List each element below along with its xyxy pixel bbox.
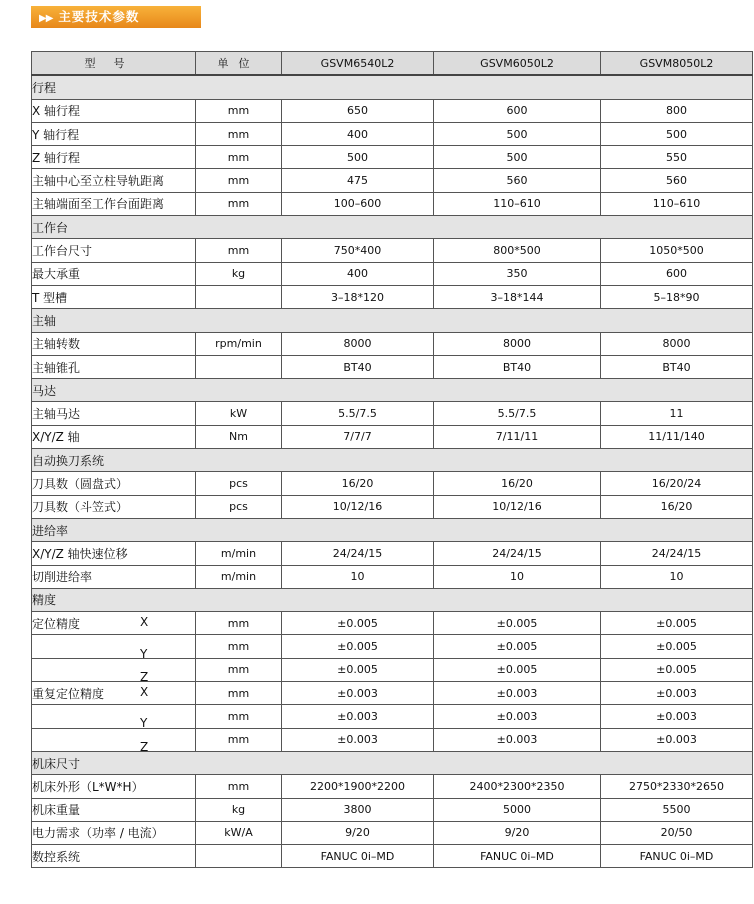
row-label-cell bbox=[32, 775, 196, 798]
unit-cell: mm bbox=[196, 658, 282, 681]
row-label-cell bbox=[32, 239, 196, 262]
unit-cell: Nm bbox=[196, 425, 282, 448]
row-label: 主轴马达 bbox=[32, 407, 81, 422]
table-row bbox=[32, 658, 753, 681]
unit-cell: mm bbox=[196, 122, 282, 145]
row-label-cell bbox=[32, 262, 196, 285]
section-banner bbox=[31, 6, 201, 28]
banner-title: 主要技术参数 bbox=[58, 9, 140, 24]
table-row bbox=[32, 495, 753, 518]
table-row bbox=[32, 775, 753, 798]
value-cell: 16/20 bbox=[282, 472, 434, 495]
row-label-cell bbox=[32, 495, 196, 518]
value-cell: 16/20 bbox=[601, 495, 753, 518]
value-cell: 475 bbox=[282, 169, 434, 192]
value-cell: 2400*2300*2350 bbox=[434, 775, 601, 798]
row-label-cell bbox=[32, 798, 196, 821]
value-cell: ±0.005 bbox=[434, 635, 601, 658]
unit-cell bbox=[196, 845, 282, 868]
value-cell: ±0.003 bbox=[282, 682, 434, 705]
row-label-cell bbox=[32, 285, 196, 308]
row-label-cell bbox=[32, 122, 196, 145]
table-row bbox=[32, 425, 753, 448]
row-label: 切削进给率 bbox=[32, 570, 93, 585]
value-cell: 20/50 bbox=[601, 821, 753, 844]
value-cell: 10 bbox=[282, 565, 434, 588]
table-header-row bbox=[32, 52, 753, 76]
header-model-1: GSVM6540L2 bbox=[282, 52, 434, 76]
section-label: 工作台 bbox=[32, 216, 753, 239]
table-row bbox=[32, 262, 753, 285]
value-cell: 500 bbox=[282, 146, 434, 169]
value-cell: ±0.005 bbox=[601, 635, 753, 658]
value-cell: 10/12/16 bbox=[434, 495, 601, 518]
table-row bbox=[32, 565, 753, 588]
table-row bbox=[32, 635, 753, 658]
section-row bbox=[32, 751, 753, 774]
value-cell: 500 bbox=[434, 146, 601, 169]
value-cell: BT40 bbox=[282, 355, 434, 378]
row-label-cell bbox=[32, 635, 196, 658]
row-label: T 型槽 bbox=[32, 290, 68, 305]
value-cell: 800 bbox=[601, 99, 753, 122]
value-cell: 11/11/140 bbox=[601, 425, 753, 448]
row-label-cell bbox=[32, 169, 196, 192]
value-cell: 24/24/15 bbox=[434, 542, 601, 565]
value-cell: 750*400 bbox=[282, 239, 434, 262]
section-label: 自动换刀系统 bbox=[32, 449, 753, 472]
section-row bbox=[32, 449, 753, 472]
value-cell: ±0.003 bbox=[434, 682, 601, 705]
value-cell: ±0.005 bbox=[601, 658, 753, 681]
row-label-cell bbox=[32, 682, 196, 705]
axis-label: Z bbox=[140, 739, 149, 752]
row-label: X/Y/Z 轴 bbox=[32, 430, 80, 445]
value-cell: 5500 bbox=[601, 798, 753, 821]
header-unit: 单位 bbox=[196, 52, 282, 76]
unit-cell: mm bbox=[196, 612, 282, 635]
row-label: 刀具数（斗笠式） bbox=[32, 500, 129, 515]
value-cell: 800*500 bbox=[434, 239, 601, 262]
table-row bbox=[32, 402, 753, 425]
value-cell: 5–18*90 bbox=[601, 285, 753, 308]
value-cell: 650 bbox=[282, 99, 434, 122]
value-cell: 16/20 bbox=[434, 472, 601, 495]
section-row bbox=[32, 518, 753, 541]
section-label: 行程 bbox=[32, 75, 753, 99]
section-label: 精度 bbox=[32, 588, 753, 611]
unit-cell: mm bbox=[196, 169, 282, 192]
value-cell: 2200*1900*2200 bbox=[282, 775, 434, 798]
table-row bbox=[32, 798, 753, 821]
value-cell: ±0.003 bbox=[601, 728, 753, 751]
table-row bbox=[32, 542, 753, 565]
value-cell: 400 bbox=[282, 122, 434, 145]
row-label: X/Y/Z 轴快速位移 bbox=[32, 546, 128, 561]
axis-label: Y bbox=[140, 646, 148, 659]
value-cell: 500 bbox=[434, 122, 601, 145]
value-cell: 3800 bbox=[282, 798, 434, 821]
value-cell: ±0.005 bbox=[434, 612, 601, 635]
value-cell: ±0.005 bbox=[601, 612, 753, 635]
table-row bbox=[32, 821, 753, 844]
value-cell: 110–610 bbox=[434, 192, 601, 215]
axis-label: Z bbox=[140, 669, 149, 682]
row-label: 机床重量 bbox=[32, 803, 81, 818]
value-cell: 350 bbox=[434, 262, 601, 285]
value-cell: 560 bbox=[434, 169, 601, 192]
value-cell: 10 bbox=[601, 565, 753, 588]
value-cell: 600 bbox=[601, 262, 753, 285]
row-label-cell bbox=[32, 425, 196, 448]
header-model-3: GSVM8050L2 bbox=[601, 52, 753, 76]
unit-cell: m/min bbox=[196, 565, 282, 588]
row-label: 主轴中心至立柱导轨距离 bbox=[32, 174, 165, 189]
value-cell: 5.5/7.5 bbox=[434, 402, 601, 425]
value-cell: 1050*500 bbox=[601, 239, 753, 262]
section-label: 主轴 bbox=[32, 309, 753, 332]
table-row bbox=[32, 146, 753, 169]
row-label: Z 轴行程 bbox=[32, 150, 81, 165]
row-label-cell bbox=[32, 658, 196, 681]
value-cell: ±0.003 bbox=[601, 682, 753, 705]
axis-label: X bbox=[140, 684, 149, 699]
row-label-cell bbox=[32, 821, 196, 844]
section-row bbox=[32, 75, 753, 99]
row-label: 主轴锥孔 bbox=[32, 360, 81, 375]
row-label: 最大承重 bbox=[32, 267, 81, 282]
value-cell: BT40 bbox=[434, 355, 601, 378]
value-cell: BT40 bbox=[601, 355, 753, 378]
value-cell: 7/7/7 bbox=[282, 425, 434, 448]
value-cell: 550 bbox=[601, 146, 753, 169]
row-label-cell bbox=[32, 565, 196, 588]
table-row bbox=[32, 728, 753, 751]
value-cell: 3–18*144 bbox=[434, 285, 601, 308]
unit-cell: mm bbox=[196, 728, 282, 751]
unit-cell: mm bbox=[196, 146, 282, 169]
unit-cell: kW bbox=[196, 402, 282, 425]
value-cell: FANUC 0i–MD bbox=[601, 845, 753, 868]
unit-cell: kg bbox=[196, 262, 282, 285]
row-label: 定位精度 bbox=[32, 616, 81, 631]
section-row bbox=[32, 588, 753, 611]
value-cell: 8000 bbox=[282, 332, 434, 355]
value-cell: 24/24/15 bbox=[601, 542, 753, 565]
value-cell: 3–18*120 bbox=[282, 285, 434, 308]
unit-cell: mm bbox=[196, 705, 282, 728]
row-label-cell bbox=[32, 845, 196, 868]
row-label: X 轴行程 bbox=[32, 104, 81, 119]
value-cell: ±0.003 bbox=[282, 705, 434, 728]
spec-table bbox=[31, 51, 753, 868]
table-row bbox=[32, 169, 753, 192]
row-label: 刀具数（圆盘式） bbox=[32, 476, 129, 491]
unit-cell: m/min bbox=[196, 542, 282, 565]
unit-cell: mm bbox=[196, 682, 282, 705]
row-label-cell bbox=[32, 192, 196, 215]
value-cell: ±0.005 bbox=[282, 658, 434, 681]
unit-cell: pcs bbox=[196, 472, 282, 495]
value-cell: ±0.003 bbox=[282, 728, 434, 751]
unit-cell bbox=[196, 285, 282, 308]
unit-cell: rpm/min bbox=[196, 332, 282, 355]
value-cell: 9/20 bbox=[434, 821, 601, 844]
row-label-cell bbox=[32, 402, 196, 425]
row-label-cell bbox=[32, 705, 196, 728]
value-cell: ±0.005 bbox=[282, 635, 434, 658]
table-row bbox=[32, 705, 753, 728]
unit-cell: mm bbox=[196, 775, 282, 798]
section-label: 马达 bbox=[32, 379, 753, 402]
row-label-cell bbox=[32, 355, 196, 378]
section-row bbox=[32, 309, 753, 332]
value-cell: 2750*2330*2650 bbox=[601, 775, 753, 798]
table-row bbox=[32, 682, 753, 705]
row-label-cell bbox=[32, 542, 196, 565]
unit-cell: kg bbox=[196, 798, 282, 821]
row-label: Y 轴行程 bbox=[32, 127, 80, 142]
table-row bbox=[32, 355, 753, 378]
unit-cell: pcs bbox=[196, 495, 282, 518]
value-cell: 10 bbox=[434, 565, 601, 588]
value-cell: 10/12/16 bbox=[282, 495, 434, 518]
value-cell: 600 bbox=[434, 99, 601, 122]
row-label: 工作台尺寸 bbox=[32, 244, 93, 259]
value-cell: FANUC 0i–MD bbox=[282, 845, 434, 868]
unit-cell: mm bbox=[196, 239, 282, 262]
row-label-cell bbox=[32, 728, 196, 751]
value-cell: 5000 bbox=[434, 798, 601, 821]
section-row bbox=[32, 216, 753, 239]
double-arrow-icon: ▶▶ bbox=[39, 13, 53, 24]
row-label: 主轴转数 bbox=[32, 337, 81, 352]
header-model-2: GSVM6050L2 bbox=[434, 52, 601, 76]
value-cell: 8000 bbox=[434, 332, 601, 355]
table-row bbox=[32, 612, 753, 635]
value-cell: 560 bbox=[601, 169, 753, 192]
row-label: 机床外形（L*W*H） bbox=[32, 779, 144, 794]
value-cell: ±0.005 bbox=[282, 612, 434, 635]
value-cell: 11 bbox=[601, 402, 753, 425]
value-cell: FANUC 0i–MD bbox=[434, 845, 601, 868]
table-row bbox=[32, 239, 753, 262]
row-label: 主轴端面至工作台面距离 bbox=[32, 197, 165, 212]
value-cell: 9/20 bbox=[282, 821, 434, 844]
value-cell: 400 bbox=[282, 262, 434, 285]
table-row bbox=[32, 99, 753, 122]
table-row bbox=[32, 192, 753, 215]
value-cell: 16/20/24 bbox=[601, 472, 753, 495]
table-row bbox=[32, 332, 753, 355]
header-type: 型号 bbox=[32, 52, 196, 76]
unit-cell: mm bbox=[196, 99, 282, 122]
axis-label: X bbox=[140, 614, 149, 629]
row-label-cell bbox=[32, 612, 196, 635]
row-label: 数控系统 bbox=[32, 849, 81, 864]
unit-cell: mm bbox=[196, 192, 282, 215]
value-cell: 110–610 bbox=[601, 192, 753, 215]
axis-label: Y bbox=[140, 716, 148, 729]
table-row bbox=[32, 472, 753, 495]
value-cell: 8000 bbox=[601, 332, 753, 355]
section-row bbox=[32, 379, 753, 402]
unit-cell: mm bbox=[196, 635, 282, 658]
table-row bbox=[32, 845, 753, 868]
unit-cell bbox=[196, 355, 282, 378]
row-label: 重复定位精度 bbox=[32, 686, 105, 701]
value-cell: 5.5/7.5 bbox=[282, 402, 434, 425]
value-cell: 24/24/15 bbox=[282, 542, 434, 565]
row-label-cell bbox=[32, 472, 196, 495]
table-row bbox=[32, 122, 753, 145]
row-label: 电力需求（功率 / 电流） bbox=[32, 826, 164, 841]
value-cell: 500 bbox=[601, 122, 753, 145]
value-cell: 7/11/11 bbox=[434, 425, 601, 448]
value-cell: ±0.005 bbox=[434, 658, 601, 681]
value-cell: 100–600 bbox=[282, 192, 434, 215]
value-cell: ±0.003 bbox=[434, 728, 601, 751]
value-cell: ±0.003 bbox=[601, 705, 753, 728]
row-label-cell bbox=[32, 146, 196, 169]
row-label-cell bbox=[32, 332, 196, 355]
section-label: 进给率 bbox=[32, 518, 753, 541]
value-cell: ±0.003 bbox=[434, 705, 601, 728]
row-label-cell bbox=[32, 99, 196, 122]
section-label: 机床尺寸 bbox=[32, 751, 753, 774]
unit-cell: kW/A bbox=[196, 821, 282, 844]
table-row bbox=[32, 285, 753, 308]
